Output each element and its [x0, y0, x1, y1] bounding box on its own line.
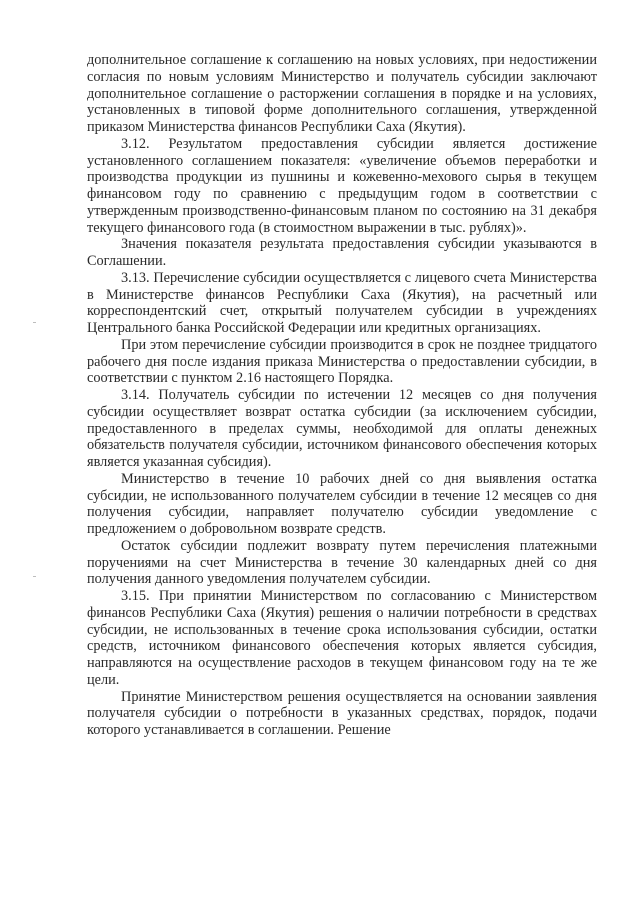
paragraph-decision: Принятие Министерством решения осуществляется на основании заявления получателя субсидии о потребности в указанных средствах, порядок, подачи которого устанавливается в соглашении. Решение: [87, 688, 597, 738]
paragraph-ministry-notice: Министерство в течение 10 рабочих дней со дня выявления остатка субсидии, не использованного получателем субсидии в течение 12 месяцев со дня получения субсидии, направляет получателю субсидии уведомление с предложением о добровольном возврате средств.: [87, 470, 597, 537]
paragraph-remainder-return: Остаток субсидии подлежит возврату путем перечисления платежными поручениями на счет Министерства в течение 30 календарных дней со дня получения данного уведомления получателем субсидии.: [87, 537, 597, 588]
paragraph-3-13: 3.13. Перечисление субсидии осуществляется с лицевого счета Министерства в Министерстве финансов Республики Саха (Якутия), на расчетный или корреспондентский счет, открытый получателем субсидии в учреждениях Центрального банка Российской Федерации или кредитных организациях.: [87, 269, 597, 336]
document-body: [87, 52, 597, 739]
paragraph-3-12: 3.12. Результатом предоставления субсидии является достижение установленного соглашением показателя: «увеличение объемов переработки и производства продукции из пушнины и кожевенно-мехового сырья в текущем финансовом году по сравнению с предыдущим годом в соответствии с утвержденным производственно-финансовым планом по состоянию на 31 декабря текущего финансового года (в стоимостном выражении в тыс. рублях)».: [87, 135, 597, 236]
paragraph-3-15: 3.15. При принятии Министерством по согласованию с Министерством финансов Республики Саха (Якутия) решения о наличии потребности в средствах субсидии, не использованных в течение срока использования субсидии, остатки средств, источником финансового обеспечения которых является субсидия, направляются на осуществление расходов в текущем финансовом году на те же цели.: [87, 588, 597, 688]
scan-speck: [33, 576, 36, 577]
paragraph-3-14: 3.14. Получатель субсидии по истечении 12 месяцев со дня получения субсидии осуществляет возврат остатка субсидии (за исключением субсидии, предоставленного в пределах суммы, необходимой для оплаты денежных обязательств получателя субсидии, источником финансового обеспечения которых является указанная субсидия).: [87, 387, 597, 470]
paragraph-transfer-deadline: При этом перечисление субсидии производится в срок не позднее тридцатого рабочего дня после издания приказа Министерства о предоставлении субсидии, в соответствии с пунктом 2.16 настоящего Порядка.: [87, 336, 597, 387]
paragraph-continuation: дополнительное соглашение к соглашению на новых условиях, при недостижении согласия по новым условиям Министерство и получатель субсидии заключают дополнительное соглашение о расторжении соглашения в порядке и на условиях, установленных в типовой форме дополнительного соглашения, утвержденной приказом Министерства финансов Республики Саха (Якутия).: [87, 52, 597, 135]
paragraph-indicator-values: Значения показателя результата предоставления субсидии указываются в Соглашении.: [87, 236, 597, 269]
scan-speck: [33, 322, 36, 323]
